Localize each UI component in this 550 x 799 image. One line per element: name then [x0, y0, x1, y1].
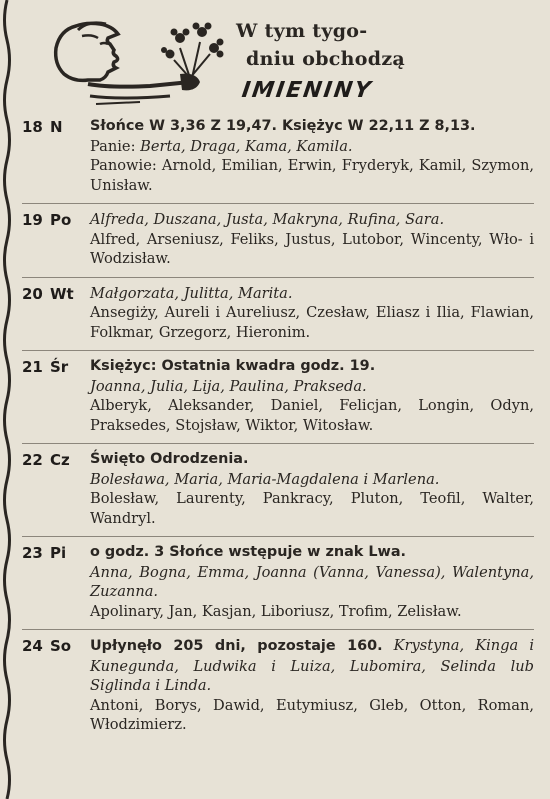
day-entry	[22, 210, 534, 278]
men-names: Alfred, Arseniusz, Feliks, Justus, Lutobor, Wincenty, Wło- i Wodzisław.	[90, 230, 534, 267]
header-title: IMIENINY	[240, 78, 374, 103]
entries-list	[22, 117, 534, 749]
wavy-border-decoration	[0, 0, 14, 799]
women-names: Małgorzata, Julitta, Marita.	[90, 284, 293, 302]
day-label	[22, 543, 90, 563]
day-entry	[22, 117, 534, 204]
day-entry	[22, 636, 534, 743]
men-names-line	[90, 156, 534, 195]
women-names-line	[90, 137, 534, 157]
day-abbreviation: Po	[50, 211, 72, 229]
day-abbreviation: Pi	[50, 544, 67, 562]
men-label: Panowie:	[90, 157, 157, 174]
day-number: 19	[22, 211, 43, 229]
women-names: Alfreda, Duszana, Justa, Makryna, Rufina, Sara.	[90, 211, 445, 228]
men-names: Arnold, Emilian, Erwin, Fryderyk, Kamil, Szymon, Unisław.	[90, 157, 535, 194]
event-and-women-line	[90, 636, 534, 696]
women-label: Panie:	[90, 137, 136, 155]
day-entry	[22, 357, 534, 444]
event-line: Święto Odrodzenia.	[90, 451, 249, 467]
header	[40, 8, 520, 108]
day-label	[22, 117, 90, 137]
day-abbreviation: Wt	[50, 284, 74, 303]
day-label	[22, 636, 90, 656]
men-names: Bolesław, Laurenty, Pankracy, Pluton, Teofil, Walter, Wandryl.	[90, 490, 534, 527]
day-label	[22, 210, 90, 230]
day-number: 23	[22, 544, 43, 562]
women-names: Krystyna, Kinga i Kunegunda, Ludwika i Luiza, Lubomira, Selinda lub Siglinda i Linda.	[90, 637, 534, 694]
day-number: 21	[22, 358, 43, 376]
women-names: Joanna, Julia, Lija, Paulina, Prakseda.	[90, 377, 367, 395]
event-line: o godz. 3 Słońce wstępuje w znak Lwa.	[90, 544, 407, 560]
header-line-1: W tym tygo-	[236, 20, 368, 42]
day-number: 18	[22, 118, 43, 136]
day-label	[22, 284, 90, 304]
day-abbreviation: Cz	[50, 451, 70, 469]
event-line: Upłynęło 205 dni, pozostaje 160.	[90, 638, 383, 654]
day-number: 24	[22, 637, 43, 655]
event-line: Księżyc: Ostatnia kwadra godz. 19.	[90, 358, 376, 374]
day-label	[22, 450, 90, 470]
day-label	[22, 357, 90, 377]
women-names: Anna, Bogna, Emma, Joanna (Vanna, Vanessa), Walentyna, Zuzanna.	[90, 563, 534, 600]
header-line-2: dniu obchodzą	[246, 48, 406, 70]
women-names: Berta, Draga, Kama, Kamila.	[140, 137, 353, 155]
day-entry	[22, 543, 534, 630]
day-number: 22	[22, 451, 43, 469]
men-names: Antoni, Borys, Dawid, Eutymiusz, Gleb, Otton, Roman, Włodzimierz.	[90, 696, 534, 733]
day-number: 20	[22, 284, 43, 303]
day-abbreviation: Śr	[50, 358, 69, 376]
women-names: Bolesława, Maria, Maria-Magdalena i Marlena.	[90, 470, 440, 488]
day-abbreviation: So	[50, 637, 72, 655]
day-abbreviation: N	[50, 118, 63, 136]
men-names: Alberyk, Aleksander, Daniel, Felicjan, Longin, Odyn, Praksedes, Stojsław, Wiktor, Witosław.	[90, 397, 534, 434]
men-names: Ansegiży, Aureli i Aureliusz, Czesław, Eliasz i Ilia, Flawian, Folkmar, Grzegorz, Hieronim.	[90, 304, 534, 341]
person-with-flowers-illustration	[40, 8, 240, 108]
day-entry	[22, 284, 534, 352]
event-line: Słońce W 3,36 Z 19,47. Księżyc W 22,11 Z 8,13.	[90, 118, 476, 134]
men-names: Apolinary, Jan, Kasjan, Liboriusz, Trofim, Zelisław.	[90, 602, 462, 620]
day-entry	[22, 450, 534, 537]
